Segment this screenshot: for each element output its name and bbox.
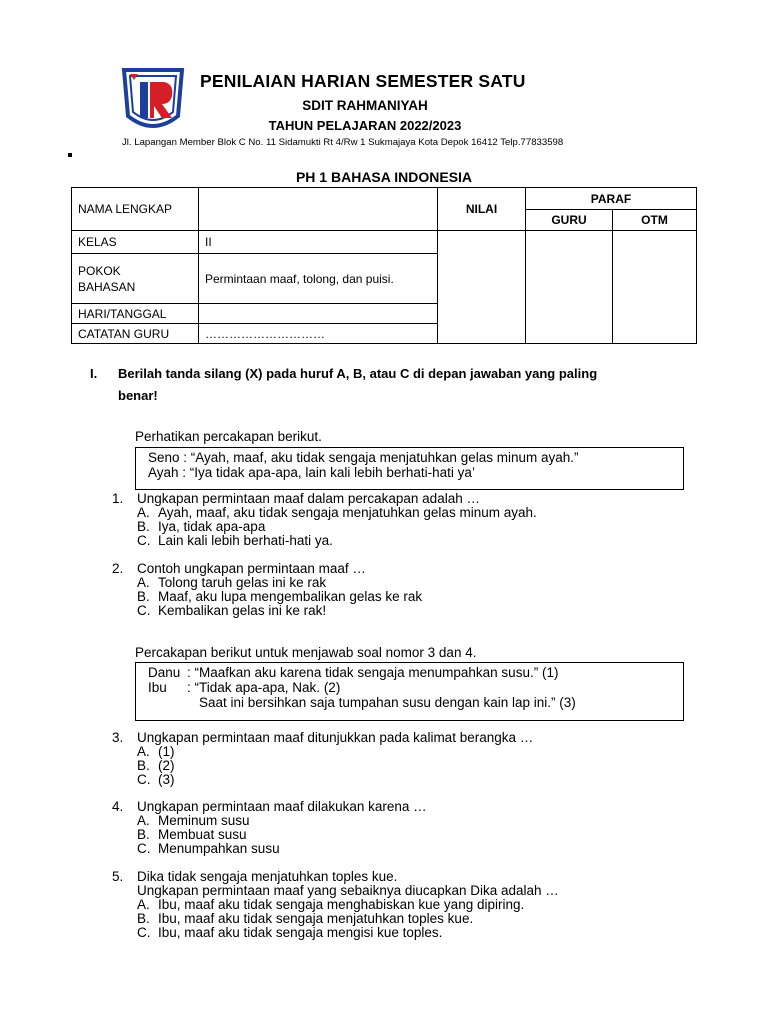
speaker-name: Danu	[148, 665, 181, 680]
question-text: Ungkapan permintaan maaf dilakukan karena …	[137, 799, 427, 814]
teacher-notes-value: …………………………	[199, 324, 438, 344]
date-field[interactable]	[199, 304, 438, 324]
passage-2-intro: Percakapan berikut untuk menjawab soal nomor 3 dan 4.	[135, 645, 477, 660]
parent-signature-label: OTM	[613, 210, 697, 231]
option-letter[interactable]: A.	[137, 505, 150, 520]
dialogue-line: : “Maafkan aku karena tidak sengaja menumpahkan susu.” (1)	[187, 665, 559, 680]
teacher-signature-label: GURU	[526, 210, 613, 231]
topic-label: POKOK BAHASAN	[72, 254, 199, 304]
option-letter[interactable]: B.	[137, 589, 150, 604]
option-letter[interactable]: C.	[137, 925, 151, 940]
option-text: Ayah, maaf, aku tidak sengaja menjatuhkan gelas minum ayah.	[158, 505, 537, 520]
option-text: Lain kali lebih berhati-hati ya.	[158, 533, 333, 548]
dialogue-line: : “Tidak apa-apa, Nak. (2)	[187, 680, 341, 695]
option-letter[interactable]: C.	[137, 603, 151, 618]
passage-1-intro: Perhatikan percakapan berikut.	[135, 429, 322, 444]
option-text: Ibu, maaf aku tidak sengaja mengisi kue toples.	[158, 925, 443, 940]
dialogue-line: Ayah : “Iya tidak apa-apa, lain kali lebih berhati-hati ya’	[148, 464, 475, 480]
question-number: 2.	[112, 561, 124, 576]
question-number: 5.	[112, 869, 124, 884]
speaker-name: Ibu	[148, 680, 167, 695]
academic-year: TAHUN PELAJARAN 2022/2023	[268, 118, 462, 133]
topic-value: Permintaan maaf, tolong, dan puisi.	[199, 254, 438, 304]
dialogue-box-1	[135, 447, 684, 490]
option-letter[interactable]: C.	[137, 533, 151, 548]
signature-label: PARAF	[526, 188, 697, 210]
option-text: Ibu, maaf aku tidak sengaja menjatuhkan toples kue.	[158, 911, 474, 926]
score-field[interactable]	[438, 231, 526, 344]
score-label: NILAI	[438, 188, 526, 231]
option-letter[interactable]: C.	[137, 841, 151, 856]
option-text: (1)	[158, 744, 175, 759]
name-field[interactable]	[199, 188, 438, 231]
question-number: 3.	[112, 730, 124, 745]
option-text: Iya, tidak apa-apa	[158, 519, 266, 534]
exam-title: PENILAIAN HARIAN SEMESTER SATU	[200, 71, 526, 91]
option-letter[interactable]: B.	[137, 758, 150, 773]
question-number: 1.	[112, 491, 124, 506]
option-letter[interactable]: A.	[137, 744, 150, 759]
teacher-signature-field[interactable]	[526, 231, 613, 344]
question-text: Contoh ungkapan permintaan maaf …	[137, 561, 366, 576]
option-text: (3)	[158, 772, 175, 787]
school-address: Jl. Lapangan Member Blok C No. 11 Sidamukti Rt 4/Rw 1 Sukmajaya Kota Depok 16412 Telp.77833598	[122, 137, 564, 148]
option-text: Maaf, aku lupa mengembalikan gelas ke rak	[158, 589, 423, 604]
parent-signature-field[interactable]	[613, 231, 697, 344]
question-text-continued: Ungkapan permintaan maaf yang sebaiknya diucapkan Dika adalah …	[137, 883, 559, 898]
option-text: Menumpahkan susu	[158, 841, 280, 856]
option-letter[interactable]: B.	[137, 519, 150, 534]
option-letter[interactable]: B.	[137, 827, 150, 842]
school-name: SDIT RAHMANIYAH	[302, 98, 428, 113]
section-instruction: Berilah tanda silang (X) pada huruf A, B, atau C di depan jawaban yang paling benar!	[118, 366, 598, 403]
class-label: KELAS	[72, 231, 199, 254]
option-letter[interactable]: B.	[137, 911, 150, 926]
student-info-table	[71, 187, 697, 344]
section-number: I.	[90, 366, 98, 381]
option-text: Meminum susu	[158, 813, 250, 828]
teacher-notes-label: CATATAN GURU	[72, 324, 199, 344]
name-label: NAMA LENGKAP	[72, 188, 199, 231]
dialogue-line: Seno : “Ayah, maaf, aku tidak sengaja menjatuhkan gelas minum ayah.”	[148, 450, 579, 465]
bullet-mark	[68, 153, 72, 157]
option-text: Ibu, maaf aku tidak sengaja menghabiskan kue yang dipiring.	[158, 897, 525, 912]
option-text: Membuat susu	[158, 827, 247, 842]
dialogue-box-2	[135, 662, 684, 721]
option-text: Kembalikan gelas ini ke rak!	[158, 603, 327, 618]
option-letter[interactable]: A.	[137, 813, 150, 828]
school-logo	[120, 66, 186, 134]
option-text: Tolong taruh gelas ini ke rak	[158, 575, 327, 590]
question-text: Dika tidak sengaja menjatuhkan toples kue.	[137, 869, 398, 884]
question-text: Ungkapan permintaan maaf ditunjukkan pada kalimat berangka …	[137, 730, 534, 745]
option-text: (2)	[158, 758, 175, 773]
option-letter[interactable]: A.	[137, 575, 150, 590]
date-label: HARI/TANGGAL	[72, 304, 199, 324]
question-text: Ungkapan permintaan maaf dalam percakapan adalah …	[137, 491, 480, 506]
option-letter[interactable]: A.	[137, 897, 150, 912]
subject-title: PH 1 BAHASA INDONESIA	[295, 169, 473, 185]
option-letter[interactable]: C.	[137, 772, 151, 787]
class-value: II	[199, 231, 438, 254]
question-number: 4.	[112, 799, 124, 814]
dialogue-line: Saat ini bersihkan saja tumpahan susu dengan kain lap ini.” (3)	[199, 695, 576, 710]
